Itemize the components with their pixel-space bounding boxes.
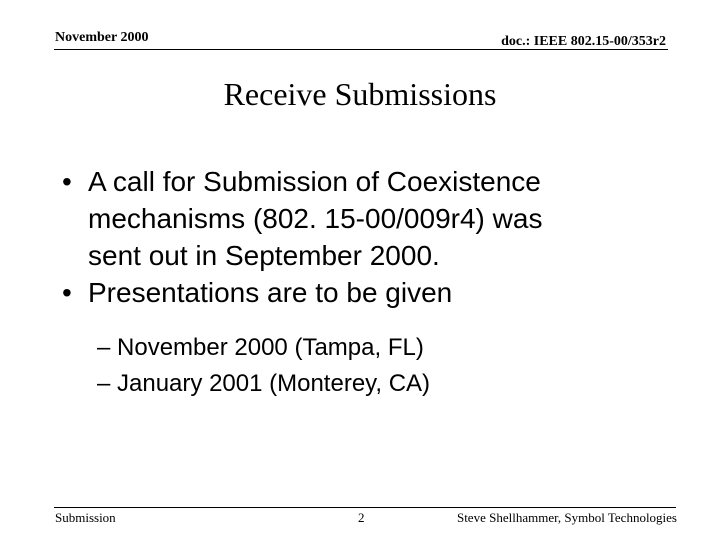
footer-submission-label: Submission (55, 510, 116, 525)
slide-title: Receive Submissions (223, 76, 497, 112)
bullet-line: mechanisms (802. 15-00/009r4) was (88, 203, 543, 234)
header-divider (54, 49, 668, 50)
sub-bullet-november: – November 2000 (Tampa, FL) (97, 334, 424, 361)
bullet-item-call-for-submission (62, 163, 682, 274)
header-doc-id: doc.: IEEE 802.15-00/353r2 (501, 34, 666, 49)
footer-divider (54, 507, 676, 508)
footer-author: Steve Shellhammer, Symbol Technologies (456, 510, 677, 525)
page-number: 2 (358, 510, 365, 525)
bullet-list (62, 163, 682, 311)
sub-bullet-list (97, 330, 430, 402)
bullet-item-presentations (62, 274, 682, 311)
bullet-marker: • (62, 277, 72, 308)
bullet-line: Presentations are to be given (88, 277, 453, 308)
bullet-marker: • (62, 166, 72, 197)
header-date: November 2000 (55, 30, 149, 45)
bullet-line: sent out in September 2000. (88, 240, 440, 271)
bullet-line: A call for Submission of Coexistence (88, 166, 541, 197)
sub-bullet-january: – January 2001 (Monterey, CA) (97, 370, 431, 397)
